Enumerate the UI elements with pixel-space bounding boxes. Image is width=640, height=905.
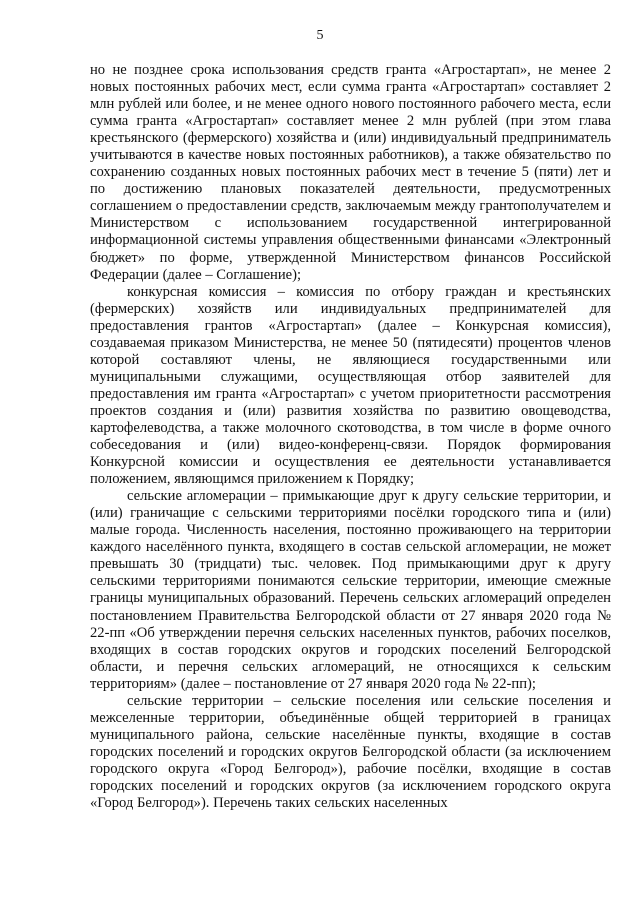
paragraph-grant-obligations: но не позднее срока использования средств гранта «Агростартап», не менее 2 новых постоянных рабочих мест, если сумма гранта «Агростартап» составляет 2 млн рублей или более, и не менее одного нового постоянного рабочего места, если сумма гранта «Агростартап» составляет менее 2 млн рублей (при этом глава крестьянского (фермерского) хозяйства и (или) индивидуальный предприниматель учитываются в качестве новых постоянных работников), а также обязательство по сохранению созданных новых постоянных рабочих мест в течение 5 (пяти) лет и по достижению плановых показателей деятельности, предусмотренных соглашением о предоставлении средств, заключаемым между грантополучателем и Министерством с использованием государственной интегрированной информационной системы управления общественными финансами «Электронный бюджет» по форме, утвержденной Министерством финансов Российской Федерации (далее – Соглашение); (90, 62, 611, 283)
paragraph-rural-agglomerations: сельские агломерации – примыкающие друг к другу сельские территории, и (или) граничащие с сельскими территориями посёлки городского типа и (или) малые города. Численность населения, постоянно проживающего на территории каждого населённого пункта, входящего в состав сельской агломерации, не может превышать 30 (тридцати) тыс. человек. Под примыкающими друг к другу сельскими территориями понимаются сельские территории, имеющие смежные границы муниципальных образований. Перечень сельских агломераций определен постановлением Правительства Белгородской области от 27 января 2020 года № 22-пп «Об утверждении перечня сельских населенных пунктов, рабочих поселков, входящих в состав городских округов и городских поселений Белгородской области, и перечня сельских агломераций, не относящихся к сельским территориям» (далее – постановление от 27 января 2020 года № 22-пп); (90, 488, 611, 692)
page-number: 5 (316, 28, 324, 43)
paragraph-competition-commission: конкурсная комиссия – комиссия по отбору граждан и крестьянских (фермерских) хозяйств или индивидуальных предпринимателей для предоставления грантов «Агростартап» (далее – Конкурсная комиссия), создаваемая приказом Министерства, не менее 50 (пятидесяти) процентов членов которой составляют члены, не являющиеся государственными или муниципальными служащими, осуществляющая отбор заявителей для предоставления им гранта «Агростартап» с учетом приоритетности рассмотрения проектов создания и (или) развития хозяйства по развитию овощеводства, картофелеводства, а также молочного скотоводства, в том числе в форме очного собеседования и (или) видео-конференц-связи. Порядок формирования Конкурсной комиссии и осуществления ее деятельности устанавливается положением, являющимся приложением к Порядку; (90, 283, 611, 488)
document-body (90, 62, 611, 812)
paragraph-rural-territories: сельские территории – сельские поселения или сельские поселения и межселенные территории, объединённые общей территорией в границах муниципального района, сельские населённые пункты, входящие в состав городских поселений и городских округов Белгородской области (за исключением городского округа «Город Белгород»), рабочие посёлки, входящие в состав городских поселений и городских округов (за исключением городского округа «Город Белгород»). Перечень таких сельских населенных (90, 692, 611, 812)
